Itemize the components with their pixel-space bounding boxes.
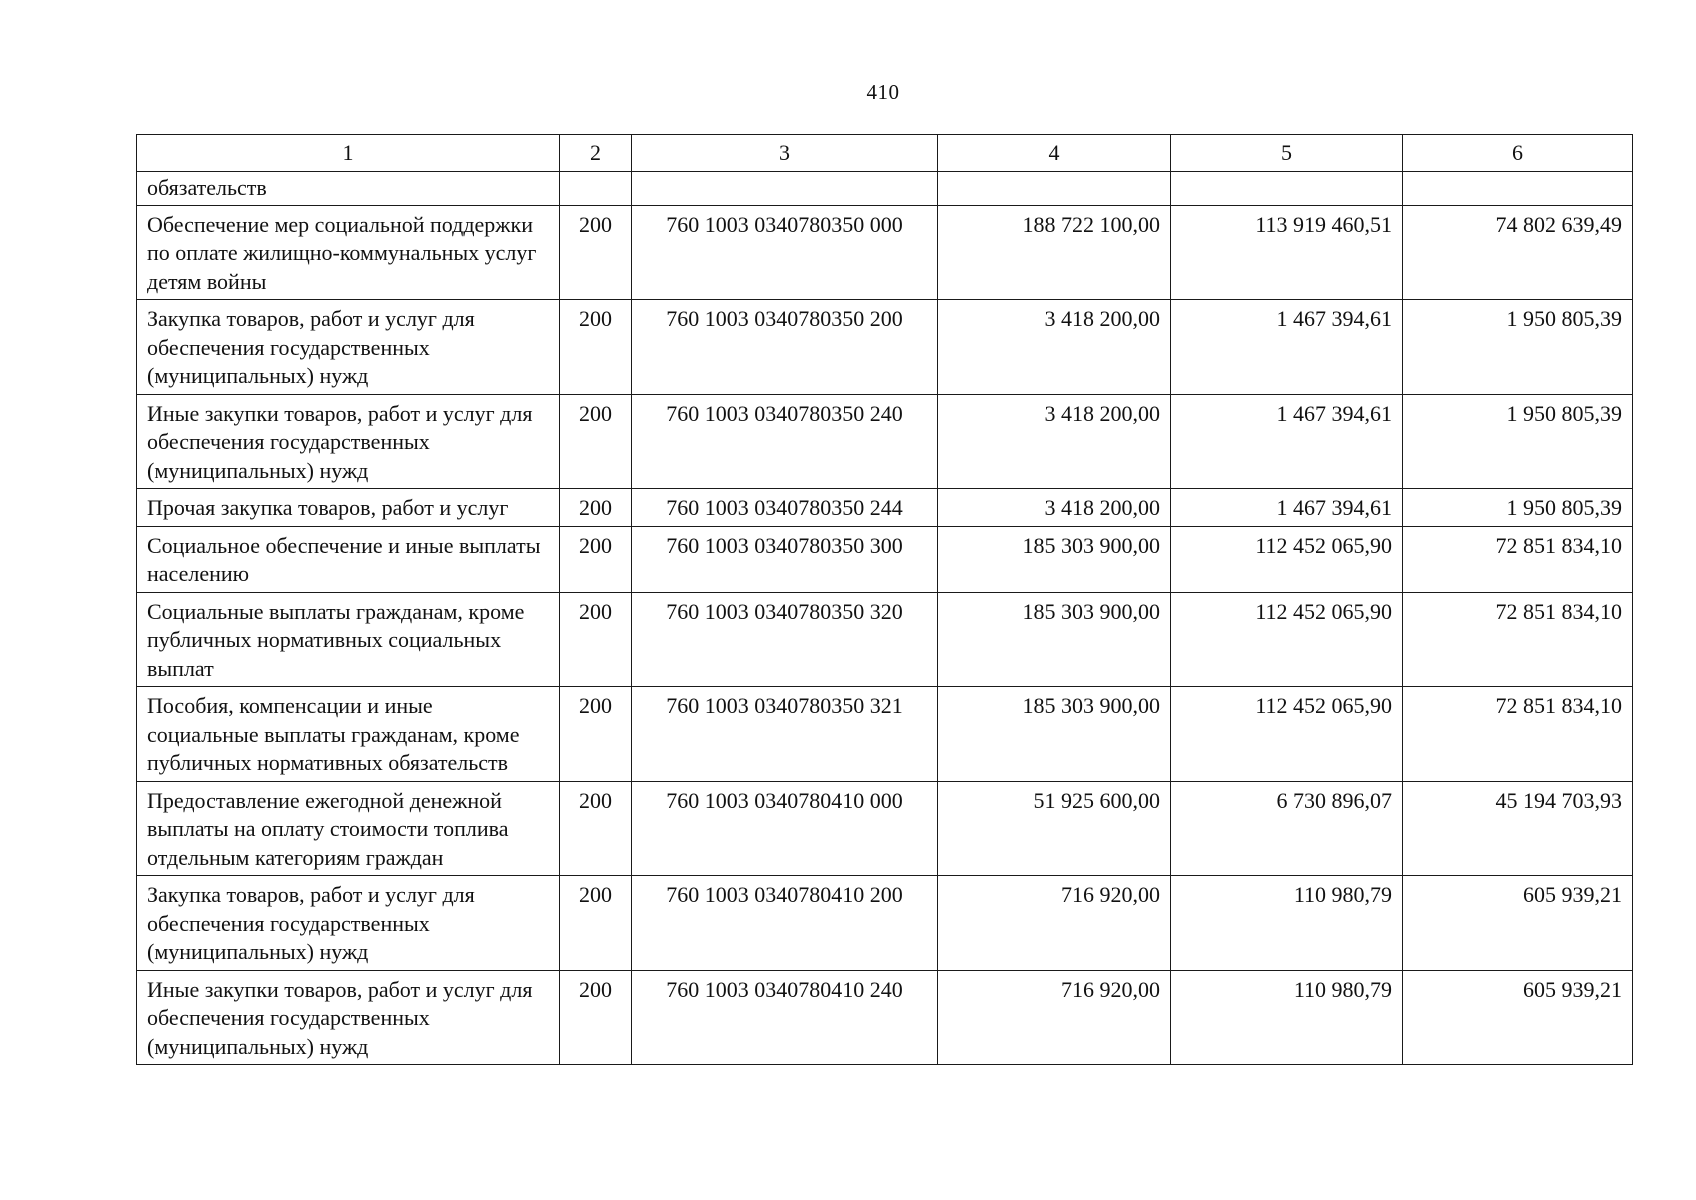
- column-header: 6: [1403, 135, 1633, 172]
- row-executed: 113 919 460,51: [1171, 205, 1403, 300]
- row-code: 200: [560, 526, 632, 592]
- column-header: 5: [1171, 135, 1403, 172]
- row-classification: 760 1003 0340780350 244: [632, 489, 938, 527]
- row-executed: 1 467 394,61: [1171, 300, 1403, 395]
- row-classification: 760 1003 0340780410 240: [632, 970, 938, 1065]
- row-code: 200: [560, 300, 632, 395]
- row-executed: 1 467 394,61: [1171, 489, 1403, 527]
- row-executed: 110 980,79: [1171, 876, 1403, 971]
- row-approved: 51 925 600,00: [938, 781, 1171, 876]
- row-remainder: 1 950 805,39: [1403, 394, 1633, 489]
- row-executed: [1171, 172, 1403, 206]
- column-header: 2: [560, 135, 632, 172]
- row-classification: [632, 172, 938, 206]
- budget-table: [136, 134, 1633, 1065]
- row-remainder: 1 950 805,39: [1403, 300, 1633, 395]
- row-code: 200: [560, 394, 632, 489]
- row-name: Прочая закупка товаров, работ и услуг: [137, 489, 560, 527]
- row-executed: 112 452 065,90: [1171, 592, 1403, 687]
- table-row: [137, 205, 1633, 300]
- row-approved: [938, 172, 1171, 206]
- row-remainder: 72 851 834,10: [1403, 526, 1633, 592]
- row-name: Закупка товаров, работ и услуг для обеспечения государственных (муниципальных) нужд: [137, 300, 560, 395]
- row-approved: 716 920,00: [938, 970, 1171, 1065]
- row-executed: 6 730 896,07: [1171, 781, 1403, 876]
- row-name: Социальное обеспечение и иные выплаты населению: [137, 526, 560, 592]
- table-row: [137, 687, 1633, 782]
- page-number: 410: [866, 80, 900, 104]
- row-remainder: 74 802 639,49: [1403, 205, 1633, 300]
- row-executed: 1 467 394,61: [1171, 394, 1403, 489]
- row-executed: 112 452 065,90: [1171, 526, 1403, 592]
- table-row: [137, 781, 1633, 876]
- continuation-row: [137, 172, 1633, 206]
- row-name: обязательств: [137, 172, 560, 206]
- row-code: 200: [560, 205, 632, 300]
- row-name: Иные закупки товаров, работ и услуг для обеспечения государственных (муниципальных) нужд: [137, 970, 560, 1065]
- row-code: 200: [560, 781, 632, 876]
- table-row: [137, 592, 1633, 687]
- table-row: [137, 876, 1633, 971]
- row-remainder: 45 194 703,93: [1403, 781, 1633, 876]
- column-header: 4: [938, 135, 1171, 172]
- column-header: 3: [632, 135, 938, 172]
- row-classification: 760 1003 0340780350 200: [632, 300, 938, 395]
- row-remainder: 1 950 805,39: [1403, 489, 1633, 527]
- row-code: [560, 172, 632, 206]
- row-executed: 110 980,79: [1171, 970, 1403, 1065]
- table-row: [137, 489, 1633, 527]
- row-remainder: 72 851 834,10: [1403, 687, 1633, 782]
- column-header: 1: [137, 135, 560, 172]
- row-classification: 760 1003 0340780350 300: [632, 526, 938, 592]
- row-classification: 760 1003 0340780350 320: [632, 592, 938, 687]
- row-approved: 716 920,00: [938, 876, 1171, 971]
- row-code: 200: [560, 876, 632, 971]
- row-name: Социальные выплаты гражданам, кроме публичных нормативных социальных выплат: [137, 592, 560, 687]
- row-code: 200: [560, 687, 632, 782]
- row-approved: 185 303 900,00: [938, 687, 1171, 782]
- row-name: Закупка товаров, работ и услуг для обеспечения государственных (муниципальных) нужд: [137, 876, 560, 971]
- row-code: 200: [560, 970, 632, 1065]
- row-approved: 188 722 100,00: [938, 205, 1171, 300]
- row-approved: 3 418 200,00: [938, 300, 1171, 395]
- row-code: 200: [560, 489, 632, 527]
- row-remainder: 72 851 834,10: [1403, 592, 1633, 687]
- row-approved: 3 418 200,00: [938, 489, 1171, 527]
- row-executed: 112 452 065,90: [1171, 687, 1403, 782]
- row-classification: 760 1003 0340780350 321: [632, 687, 938, 782]
- row-approved: 185 303 900,00: [938, 526, 1171, 592]
- header-row: [137, 135, 1633, 172]
- row-name: Предоставление ежегодной денежной выплаты на оплату стоимости топлива отдельным категориям граждан: [137, 781, 560, 876]
- table-row: [137, 526, 1633, 592]
- row-name: Пособия, компенсации и иные социальные выплаты гражданам, кроме публичных нормативных обязательств: [137, 687, 560, 782]
- row-approved: 185 303 900,00: [938, 592, 1171, 687]
- row-name: Обеспечение мер социальной поддержки по оплате жилищно-коммунальных услуг детям войны: [137, 205, 560, 300]
- table-row: [137, 300, 1633, 395]
- row-classification: 760 1003 0340780410 200: [632, 876, 938, 971]
- row-approved: 3 418 200,00: [938, 394, 1171, 489]
- table-row: [137, 394, 1633, 489]
- table-row: [137, 970, 1633, 1065]
- row-classification: 760 1003 0340780350 240: [632, 394, 938, 489]
- row-remainder: 605 939,21: [1403, 876, 1633, 971]
- row-remainder: 605 939,21: [1403, 970, 1633, 1065]
- row-code: 200: [560, 592, 632, 687]
- row-name: Иные закупки товаров, работ и услуг для обеспечения государственных (муниципальных) нужд: [137, 394, 560, 489]
- row-classification: 760 1003 0340780350 000: [632, 205, 938, 300]
- row-classification: 760 1003 0340780410 000: [632, 781, 938, 876]
- row-remainder: [1403, 172, 1633, 206]
